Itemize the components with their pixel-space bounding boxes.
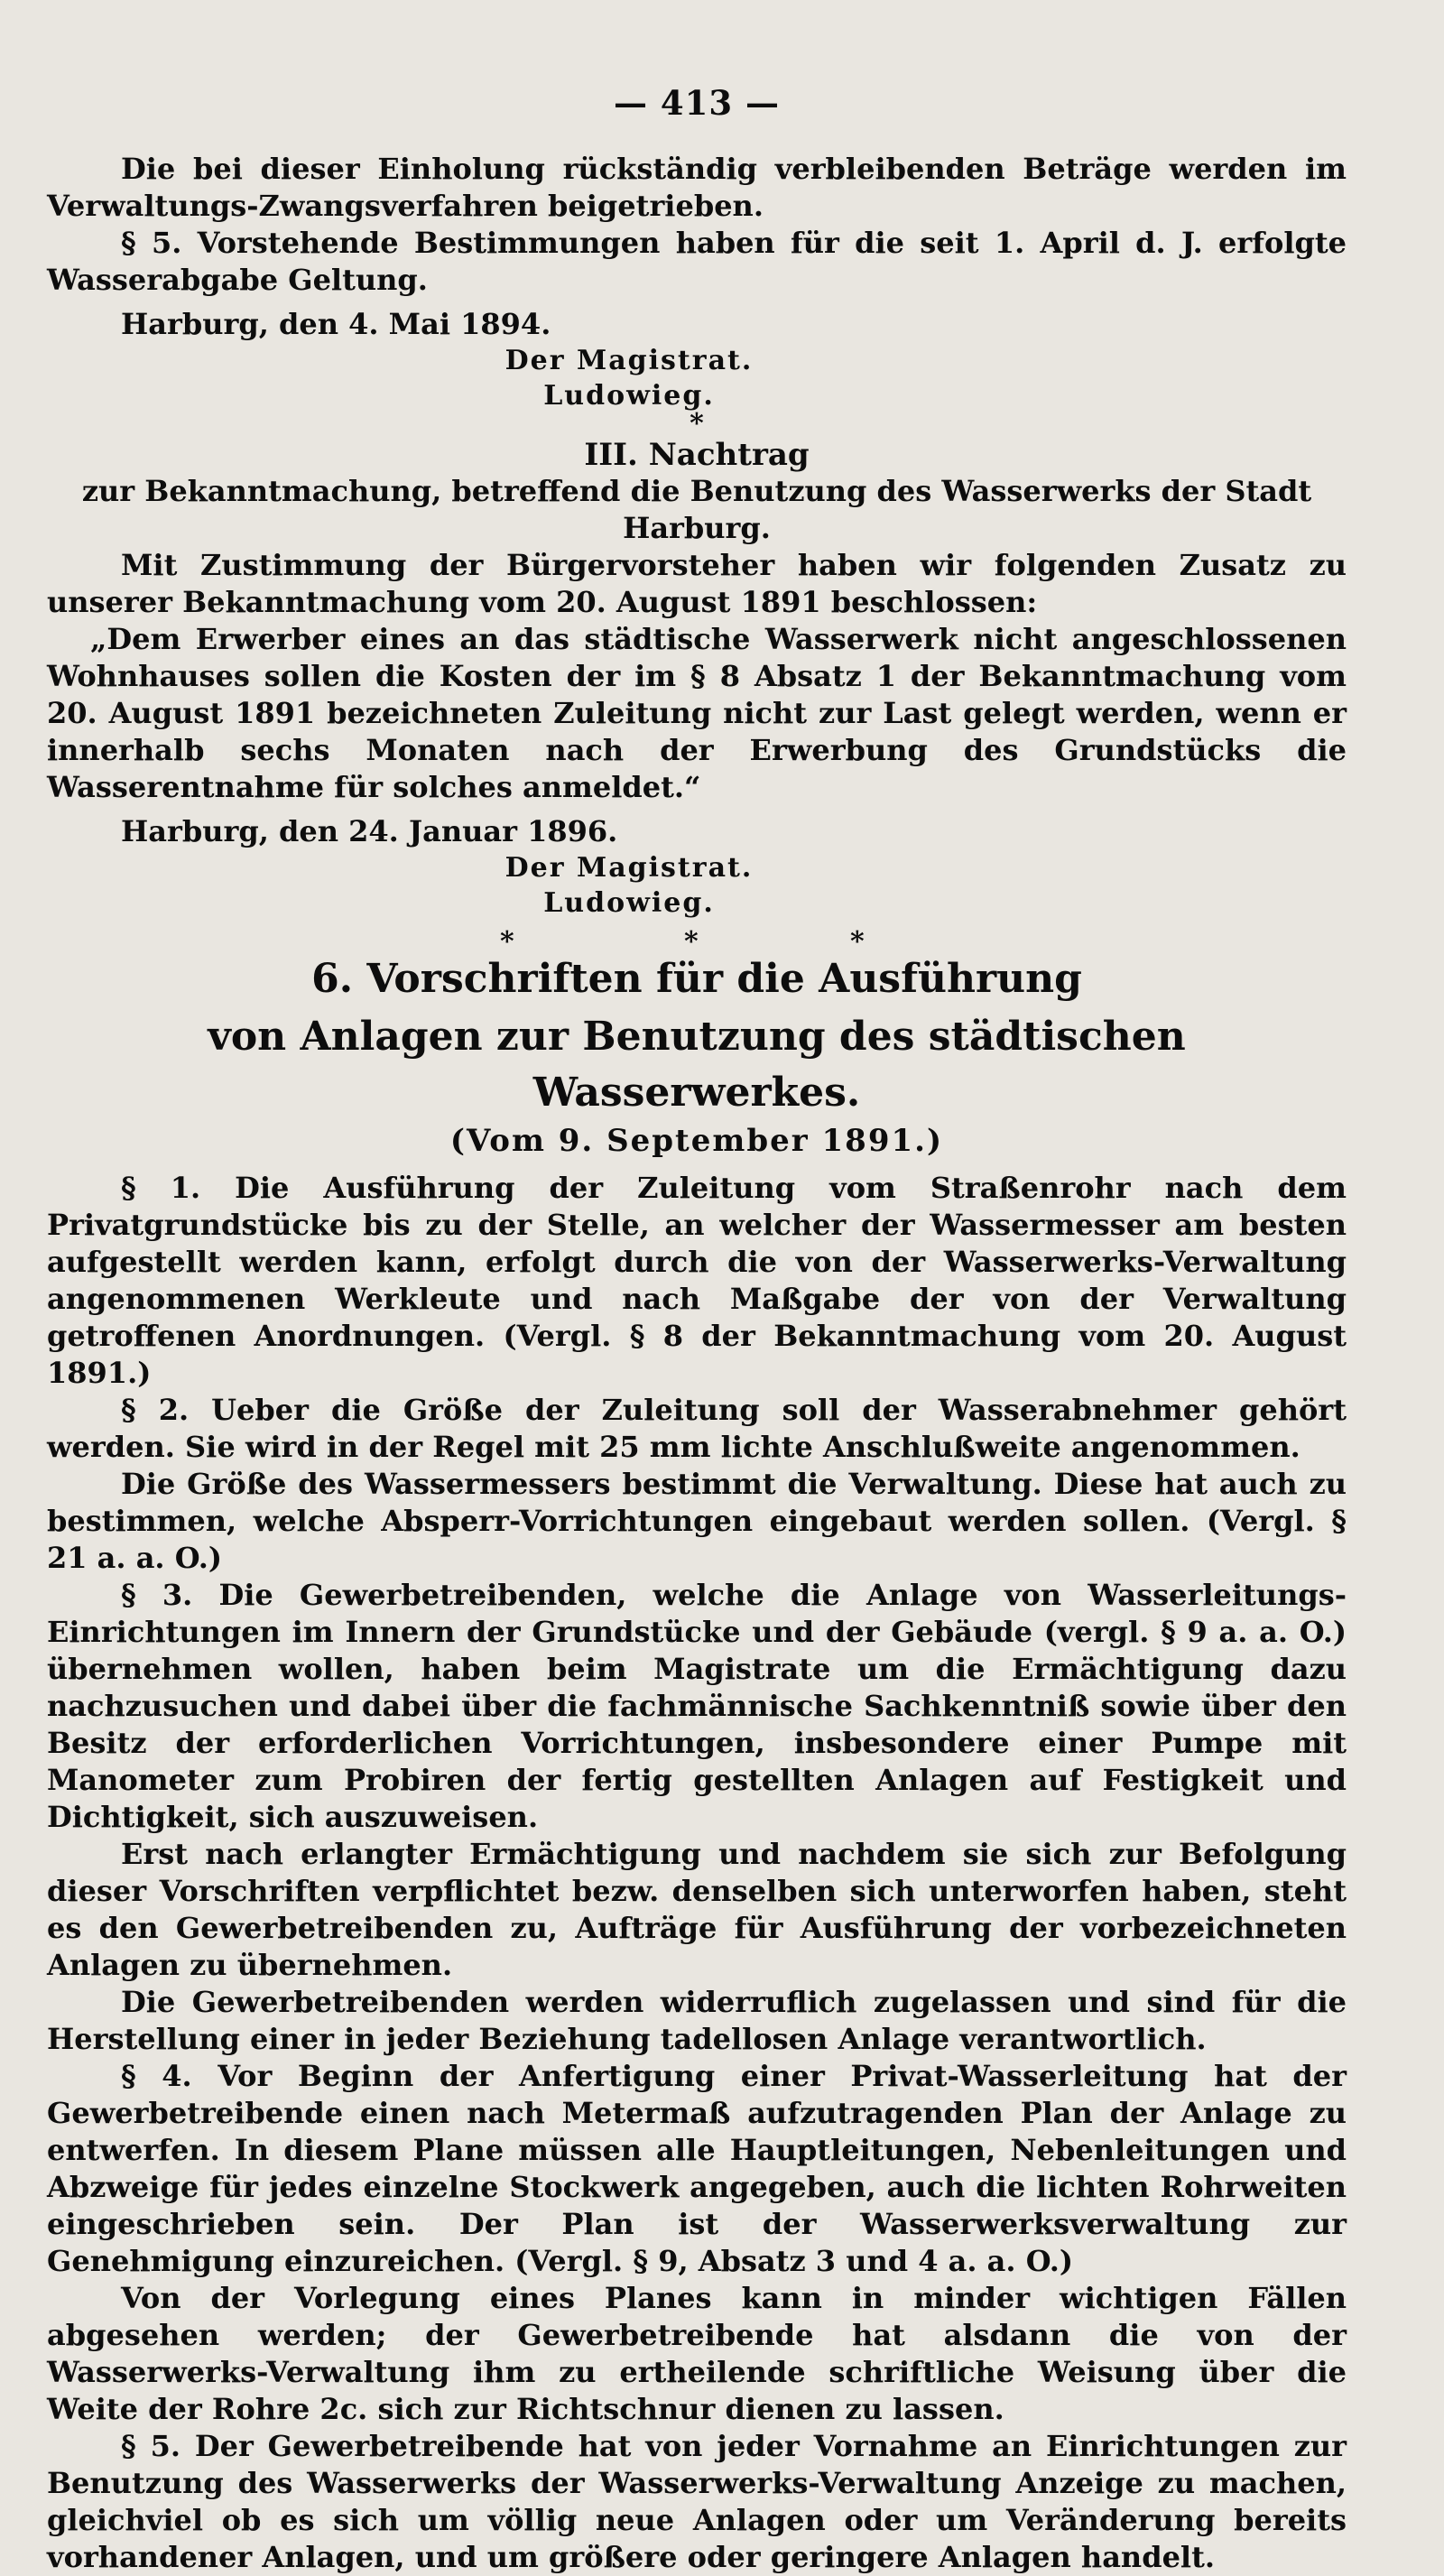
nachtrag-heading: III. Nachtrag	[584, 437, 810, 473]
separator-stars	[47, 926, 1347, 958]
section-6-paragraph-5: Erst nach erlangter Ermächtigung und nachdem sie sich zur Befolgung dieser Vorschriften verpflichtet bezw. denselben sich unterworfen haben, steht es den Gewerbetreibenden zu, Aufträge für Ausführung der vorbezeichneten Anlagen zu übernehmen.	[47, 1837, 1347, 1982]
section-6-paragraph-8: Von der Vorlegung eines Planes kann in minder wichtigen Fällen abgesehen werden; der Gewerbetreibende hat alsdann die von der Wasserwerks-Verwaltung ihm zu ertheilende schriftliche Weisung über die Weite der Rohre 2c. sich zur Richtschnur dienen zu lassen.	[47, 2281, 1347, 2426]
section-6-title-line-1: 6. Vorschriften für die Ausführung	[311, 956, 1082, 1002]
separator-star-middle: *	[684, 926, 699, 958]
section-6-paragraph-6: Die Gewerbetreibenden werden widerruflich zugelassen und sind für die Herstellung einer in jeder Beziehung tadellosen Anlage verantwortlich.	[47, 1985, 1347, 2056]
nachtrag-quote: „Dem Erwerber eines an das städtische Wasserwerk nicht angeschlossenen Wohnhauses sollen die Kosten der im § 8 Absatz 1 der Bekanntmachung vom 20. August 1891 bezeichneten Zuleitung nicht zur Last gelegt werden, wenn er innerhalb sechs Monaten nach der Erwerbung des Grundstücks die Wasserentnahme für solches anmeldet.“	[47, 622, 1347, 804]
section-6-paragraph-2: § 2. Ueber die Größe der Zuleitung soll der Wasserabnehmer gehört werden. Sie wird in der Regel mit 25 mm lichte Anschlußweite angenommen.	[47, 1393, 1347, 1464]
separator-star-left: *	[500, 926, 514, 958]
signature-name-1894: Ludowieg.	[543, 380, 715, 412]
page-number: — 413 —	[614, 83, 780, 123]
section-6-paragraph-1: § 1. Die Ausführung der Zuleitung vom Straßenrohr nach dem Privatgrundstücke bis zu der Stelle, an welcher der Wassermesser am besten aufgestellt werden kann, erfolgt durch die von der Wasserwerks-Verwaltung angenommenen Werkleute und nach Maßgabe der von der Verwaltung getroffenen Anordnungen. (Vergl. § 8 der Bekanntmachung vom 20. August 1891.)	[47, 1171, 1347, 1390]
signature-name-1896: Ludowieg.	[543, 887, 715, 919]
place-date-1894: Harburg, den 4. Mai 1894.	[121, 307, 551, 341]
section-6-paragraph-9: § 5. Der Gewerbetreibende hat von jeder Vornahme an Einrichtungen zur Benutzung des Wasserwerks der Wasserwerks-Verwaltung Anzeige zu machen, gleichviel ob es sich um völlig neue Anlagen oder um Veränderung bereits vorhandener Anlagen, und um größere oder geringere Anlagen handelt.	[47, 2429, 1347, 2574]
nachtrag-decision: Mit Zustimmung der Bürgervorsteher haben wir folgenden Zusatz zu unserer Bekanntmachung vom 20. August 1891 beschlossen:	[47, 548, 1347, 619]
place-date-1896: Harburg, den 24. Januar 1896.	[121, 814, 618, 848]
paragraph-remaining-amounts: Die bei dieser Einholung rückständig verbleibenden Beträge werden im Verwaltungs-Zwangsverfahren beigetrieben.	[47, 152, 1347, 223]
section-6-paragraph-7: § 4. Vor Beginn der Anfertigung einer Privat-Wasserleitung hat der Gewerbetreibende einen nach Metermaß aufzutragenden Plan der Anlage zu entwerfen. In diesem Plane müssen alle Hauptleitungen, Nebenleitungen und Abzweige für jedes einzelne Stockwerk angegeben, auch die lichten Rohrweiten eingeschrieben sein. Der Plan ist der Wasserwerksverwaltung zur Genehmigung einzureichen. (Vergl. § 9, Absatz 3 und 4 a. a. O.)	[47, 2059, 1347, 2278]
signature-org-1896: Der Magistrat.	[504, 852, 754, 884]
separator-star: *	[690, 408, 704, 440]
document-page	[47, 43, 1347, 2574]
signature-org-1894: Der Magistrat.	[504, 345, 754, 376]
section-6-title-line-2: von Anlagen zur Benutzung des städtischen Wasserwerkes.	[208, 1014, 1186, 1116]
section-6-date: (Vom 9. September 1891.)	[449, 1123, 944, 1159]
nachtrag-subtitle: zur Bekanntmachung, betreffend die Benutzung des Wasserwerks der Stadt Harburg.	[81, 474, 1312, 545]
section-6-paragraph-4: § 3. Die Gewerbetreibenden, welche die Anlage von Wasserleitungs-Einrichtungen im Innern der Grundstücke und der Gebäude (vergl. § 9 a. a. O.) übernehmen wollen, haben beim Magistrate um die Ermächtigung dazu nachzusuchen und dabei über die fachmännische Sachkenntniß sowie über den Besitz der erforderlichen Vorrichtungen, insbesondere einer Pumpe mit Manometer zum Probiren der fertig gestellten Anlagen auf Festigkeit und Dichtigkeit, sich auszuweisen.	[47, 1578, 1347, 1834]
separator-star-right: *	[850, 926, 865, 958]
paragraph-section-5-validity: § 5. Vorstehende Bestimmungen haben für die seit 1. April d. J. erfolgte Wasserabgabe Geltung.	[47, 226, 1347, 297]
section-6-paragraph-3: Die Größe des Wassermessers bestimmt die Verwaltung. Diese hat auch zu bestimmen, welche Absperr-Vorrichtungen eingebaut werden sollen. (Vergl. § 21 a. a. O.)	[47, 1467, 1347, 1575]
